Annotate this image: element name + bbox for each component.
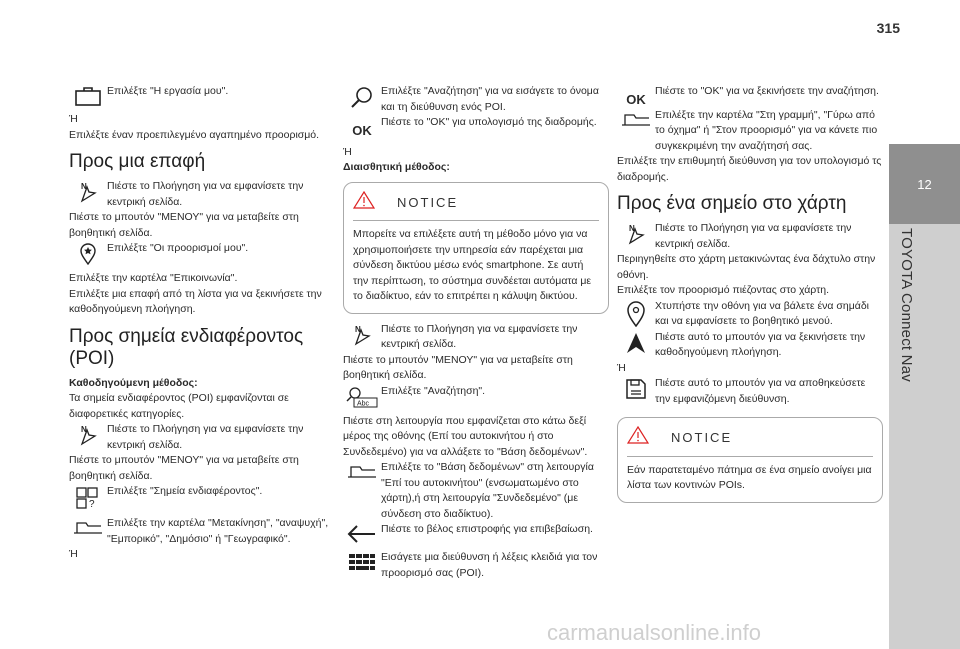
briefcase-icon <box>69 84 107 106</box>
notice-text: Μπορείτε να επιλέξετε αυτή τη μέθοδο μόνο για να χρησιμοποιήσετε την υπηρεσία εάν παρέχεται μια σύνδεση δικτύου μέσω ενός smartphone. Σε αυτή την περίπτωση, το σύστημα συνδέεται αυτόματα με το διαδίκτυο, εάν το επιτρέπει η κάλυψη δικτύου. <box>353 228 592 302</box>
preferred-line: Επιλέξτε έναν προεπιλεγμένο αγαπημένο προορισμό. <box>69 128 320 141</box>
select-dest-line: Επιλέξτε τον προορισμό πιέζοντας στο χάρτη. <box>617 284 830 296</box>
step-save <box>617 376 883 407</box>
search-abc-icon <box>343 384 381 408</box>
or-text: Ή <box>69 113 78 125</box>
contact-pick-line: Επιλέξτε μια επαφή από τη λίστα για να ξεκινήσετε την καθοδηγούμενη πλοήγηση. <box>69 287 322 315</box>
contacts-tab-line: Επιλέξτε την καρτέλα "Επικοινωνία". <box>69 272 238 284</box>
warning-icon <box>627 426 649 450</box>
step-nav <box>69 179 335 210</box>
notice-text: Εάν παρατεταμένο πάτημα σε ένα σημείο ανοίγει μια λίστα των κοντινών POIs. <box>627 463 872 491</box>
work-line: Επιλέξτε "Η εργασία μου". <box>107 85 229 97</box>
database-line: Επιλέξτε το "Βάση δεδομένων" στη λειτουργία "Επί του αυτοκινήτου" (ενσωματωμένο στο χάρτη),ή στη λειτουργία "Συνδεδεμένο" (με σύνδεση στο διαδίκτυο). <box>381 461 594 520</box>
back-line: Πιέστε το βέλος επιστροφής για επιβεβαίωση. <box>381 523 593 535</box>
tabs-line: Επιλέξτε την καρτέλα "Στη γραμμή", "Γύρω από το όχημα" ή "Στον προορισμό" για να κάνετε πιο συγκεκριμένη την αναζήτησή σας. <box>655 108 878 152</box>
intuitive-heading: Διαισθητική μέθοδος: <box>343 161 450 173</box>
nav-line: Πιέστε το Πλοήγηση για να εμφανίσετε την κεντρική σελίδα. <box>107 180 304 208</box>
menu-line: Πιέστε το μπουτόν "ΜΕΝΟΥ" για να μεταβείτε στη βοηθητική σελίδα. <box>69 454 299 482</box>
browse-map-line: Περιηγηθείτε στο χάρτη μετακινώντας ένα δάχτυλο στην οθόνη. <box>617 253 876 281</box>
keyboard-icon <box>343 550 381 574</box>
poi-select-line: Επιλέξτε "Σημεία ενδιαφέροντος". <box>107 485 263 497</box>
navigation-icon <box>69 179 107 203</box>
step-back <box>343 522 609 544</box>
guidance-arrow-icon <box>617 330 655 354</box>
heading-map: Προς ένα σημείο στο χάρτη <box>617 193 847 214</box>
route-line: Επιλέξτε την επιθυμητή διεύθυνση για τον υπολογισμό τς διαδρομής. <box>617 155 882 183</box>
step-database <box>343 460 609 522</box>
ok-line: Πιέστε το "OK" για υπολογισμό της διαδρομής. <box>381 116 597 128</box>
svg-text:N: N <box>81 182 87 191</box>
lower-right-line: Πιέστε στη λειτουργία που εμφανίζεται στο κάτω δεξί μέρος της οθόνης (Επί του αυτοκινήτου ή στο Συνδεδεμένο) για να αλλάξετε το "Βάση δεδομένων". <box>343 414 588 458</box>
page-number: 315 <box>876 20 900 36</box>
search-select-line: Επιλέξτε "Αναζήτηση" για να εισάγετε το όνομα και τη διεύθυνση ενός POI. <box>381 85 599 113</box>
navigation-icon <box>343 322 381 346</box>
search-icon <box>343 84 381 110</box>
chapter-tab[interactable]: 12 <box>889 144 960 224</box>
tab-icon <box>343 460 381 478</box>
svg-text:?: ? <box>89 499 95 510</box>
back-arrow-icon <box>343 522 381 544</box>
tap-marker-line: Χτυπήστε την οθόνη για να βάλετε ένα σημάδι και να εμφανίσετε το βοηθητικό μενού. <box>655 299 870 327</box>
step-marker <box>617 299 883 330</box>
pin-star-icon <box>69 241 107 265</box>
column-3 <box>617 84 883 511</box>
or-text: Ή <box>69 548 78 560</box>
guided-heading: Καθοδηγούμενη μέθοδος: <box>69 376 198 389</box>
nav-line: Πιέστε το Πλοήγηση για να εμφανίσετε την κεντρική σελίδα. <box>381 322 578 350</box>
save-line: Πιέστε αυτό το μπουτόν για να αποθηκεύσετε την εμφανιζόμενη διεύθυνση. <box>655 377 866 405</box>
notice-box <box>343 182 609 314</box>
nav-line: Πιέστε το Πλοήγηση για να εμφανίσετε την κεντρική σελίδα. <box>107 423 304 451</box>
search2-line: Επιλέξτε "Αναζήτηση". <box>381 384 486 397</box>
step-destinations <box>69 241 335 265</box>
step-work <box>69 84 335 106</box>
start-nav-line: Πιέστε αυτό το μπουτόν για να ξεκινήσετε την καθοδηγούμενη πλοήγηση. <box>655 330 866 358</box>
or-text: Ή <box>617 361 626 374</box>
save-icon <box>617 376 655 400</box>
ok-start-line: Πιέστε το "OK" για να ξεκινήσετε την αναζήτηση. <box>655 85 879 97</box>
svg-text:N: N <box>355 324 361 334</box>
menu-line: Πιέστε το μπουτόν "ΜΕΝΟΥ" για να μεταβείτε στη βοηθητική σελίδα. <box>69 211 299 239</box>
navigation-icon <box>617 221 655 245</box>
svg-text:Abc: Abc <box>357 400 370 407</box>
step-nav-2 <box>69 422 335 453</box>
poi-question-icon <box>69 484 107 510</box>
ok-icon: OK <box>626 92 646 107</box>
step-search <box>343 84 609 115</box>
keywords-line: Εισάγετε μια διεύθυνση ή λέξεις κλειδιά για τον προορισμό σας (POI). <box>381 551 598 579</box>
or-text: Ή <box>343 145 352 158</box>
step-keywords <box>343 550 609 581</box>
notice-box <box>617 417 883 503</box>
category-tab-line: Επιλέξτε την καρτέλα "Μετακίνηση", "αναψυχή", "Εμπορικό", "Δημόσιο" ή "Γεωγραφικό". <box>107 517 329 545</box>
svg-text:N: N <box>81 425 87 434</box>
destinations-line: Επιλέξτε "Οι προορισμοί μου". <box>107 242 249 254</box>
column-1 <box>69 84 335 563</box>
nav-line: Πιέστε το Πλοήγηση για να εμφανίσετε την κεντρική σελίδα. <box>655 222 852 250</box>
menu-line: Πιέστε το μπουτόν "ΜΕΝΟΥ" για να μεταβείτε στη βοηθητική σελίδα. <box>343 353 573 381</box>
location-pin-icon <box>617 299 655 327</box>
step-nav-3 <box>343 322 609 353</box>
svg-text:N: N <box>629 224 635 233</box>
step-ok-start <box>617 84 883 108</box>
step-nav-4 <box>617 221 883 252</box>
step-search-2 <box>343 384 609 408</box>
ok-icon: OK <box>352 123 372 138</box>
step-poi <box>69 484 335 510</box>
notice-label: NOTICE <box>397 194 459 210</box>
step-tabs <box>617 108 883 155</box>
tab-icon <box>69 516 107 534</box>
tab-icon <box>617 108 655 126</box>
column-2 <box>343 84 609 581</box>
navigation-icon <box>69 422 107 446</box>
chapter-title: TOYOTA Connect Nav <box>898 228 915 382</box>
watermark: carmanualsonline.info <box>547 620 762 645</box>
step-ok <box>343 115 609 139</box>
step-categories <box>69 516 335 547</box>
warning-icon <box>353 191 375 215</box>
step-start-nav <box>617 330 883 361</box>
poi-description: Τα σημεία ενδιαφέροντος (POI) εμφανίζονται σε διαφορετικές κατηγορίες. <box>69 392 289 420</box>
notice-label: NOTICE <box>671 430 733 445</box>
heading-poi: Προς σημεία ενδιαφέροντος (POI) <box>69 325 304 369</box>
heading-contact: Προς μια επαφή <box>69 151 206 172</box>
